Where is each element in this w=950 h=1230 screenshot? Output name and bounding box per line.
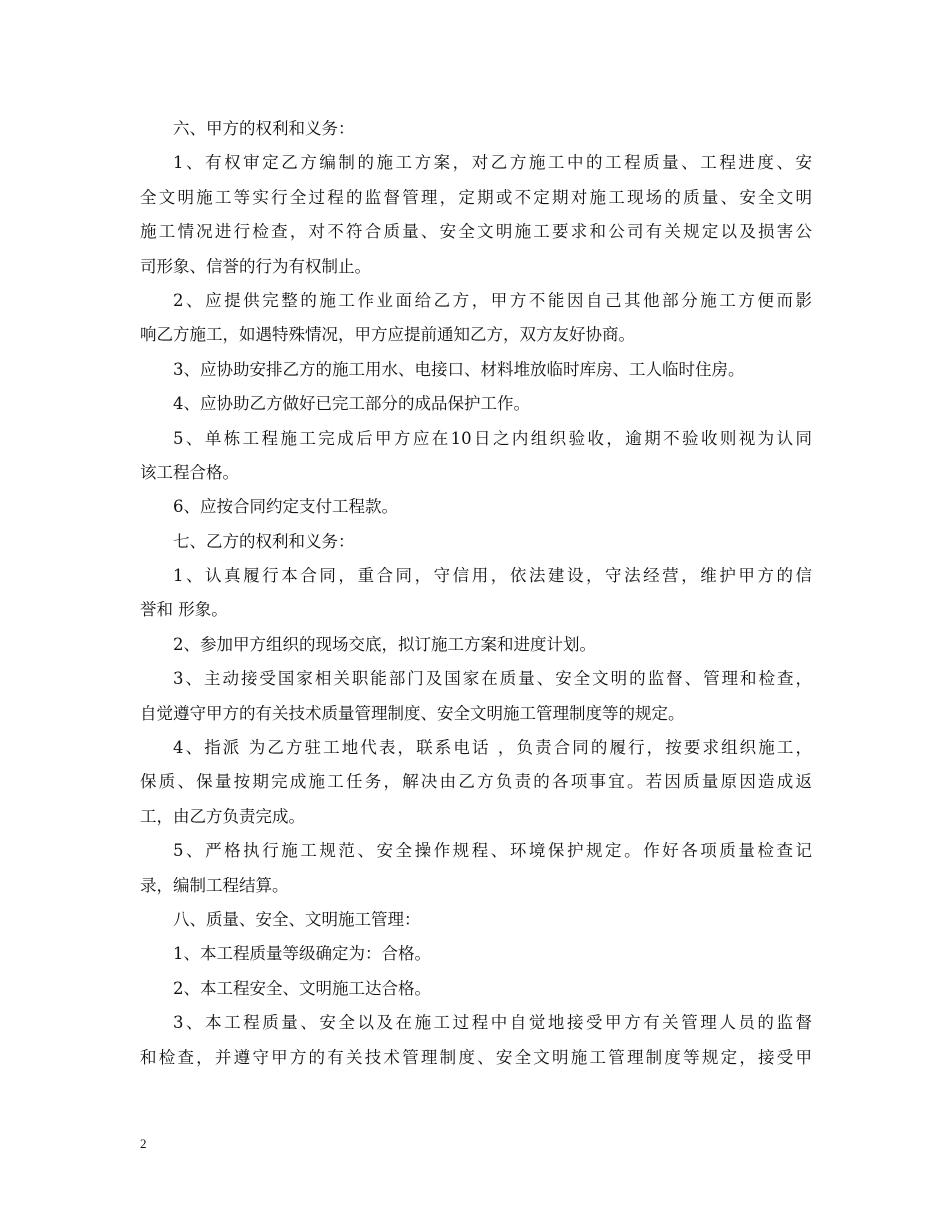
text-line: 4、应协助乙方做好已完工部分的成品保护工作。 [173,394,530,414]
text-line: 4、指派 为乙方驻工地代表，联系电话 ，负责合同的履行，按要求组织施工， [173,738,812,758]
text-line: 2、参加甲方组织的现场交底，拟订施工方案和进度计划。 [173,634,596,654]
text-line: 该工程合格。 [140,462,239,482]
text-line: 响乙方施工，如遇特殊情况，甲方应提前通知乙方，双方友好协商。 [140,325,635,345]
text-line: 2、应提供完整的施工作业面给乙方，甲方不能因自己其他部分施工方便而影 [173,290,812,310]
text-line: 全文明施工等实行全过程的监督管理，定期或不定期对施工现场的质量、安全文明 [140,187,812,207]
page-number: 2 [140,1136,147,1151]
text-line: 1、本工程质量等级确定为：合格。 [173,944,431,964]
text-line: 誉和 形象。 [140,600,228,620]
text-line: 5、严格执行施工规范、安全操作规程、环境保护规定。作好各项质量检查记 [173,841,812,861]
text-line: 2、本工程安全、文明施工达合格。 [173,978,431,998]
text-line: 施工情况进行检查，对不符合质量、安全文明施工要求和公司有关规定以及损害公 [140,222,812,242]
text-line: 1、认真履行本合同，重合同，守信用，依法建设，守法经营，维护甲方的信 [173,566,812,586]
text-line: 工，由乙方负责完成。 [140,806,305,826]
text-line: 5、单栋工程施工完成后甲方应在10日之内组织验收，逾期不验收则视为认同 [173,428,812,448]
text-line: 七、乙方的权利和义务： [173,531,355,551]
text-line: 六、甲方的权利和义务： [173,119,355,138]
contract-body-text [140,112,812,1075]
text-line: 自觉遵守甲方的有关技术质量管理制度、安全文明施工管理制度等的规定。 [140,703,685,723]
text-line: 1、有权审定乙方编制的施工方案，对乙方施工中的工程质量、工程进度、安 [173,153,812,173]
text-line: 和检查，并遵守甲方的有关技术管理制度、安全文明施工管理制度等规定，接受甲 [140,1047,812,1067]
text-line: 6、应按合同约定支付工程款。 [173,497,398,517]
text-line: 3、应协助安排乙方的施工用水、电接口、材料堆放临时库房、工人临时住房。 [173,359,745,379]
text-line: 保质、保量按期完成施工任务，解决由乙方负责的各项事宜。若因质量原因造成返 [140,772,812,792]
text-line: 司形象、信誉的行为有权制止。 [140,256,371,276]
text-line: 3、主动接受国家相关职能部门及国家在质量、安全文明的监督、管理和检查， [173,669,812,689]
text-line: 八、质量、安全、文明施工管理： [173,909,421,929]
text-line: 录，编制工程结算。 [140,875,289,895]
text-line: 3、本工程质量、安全以及在施工过程中自觉地接受甲方有关管理人员的监督 [173,1013,812,1033]
